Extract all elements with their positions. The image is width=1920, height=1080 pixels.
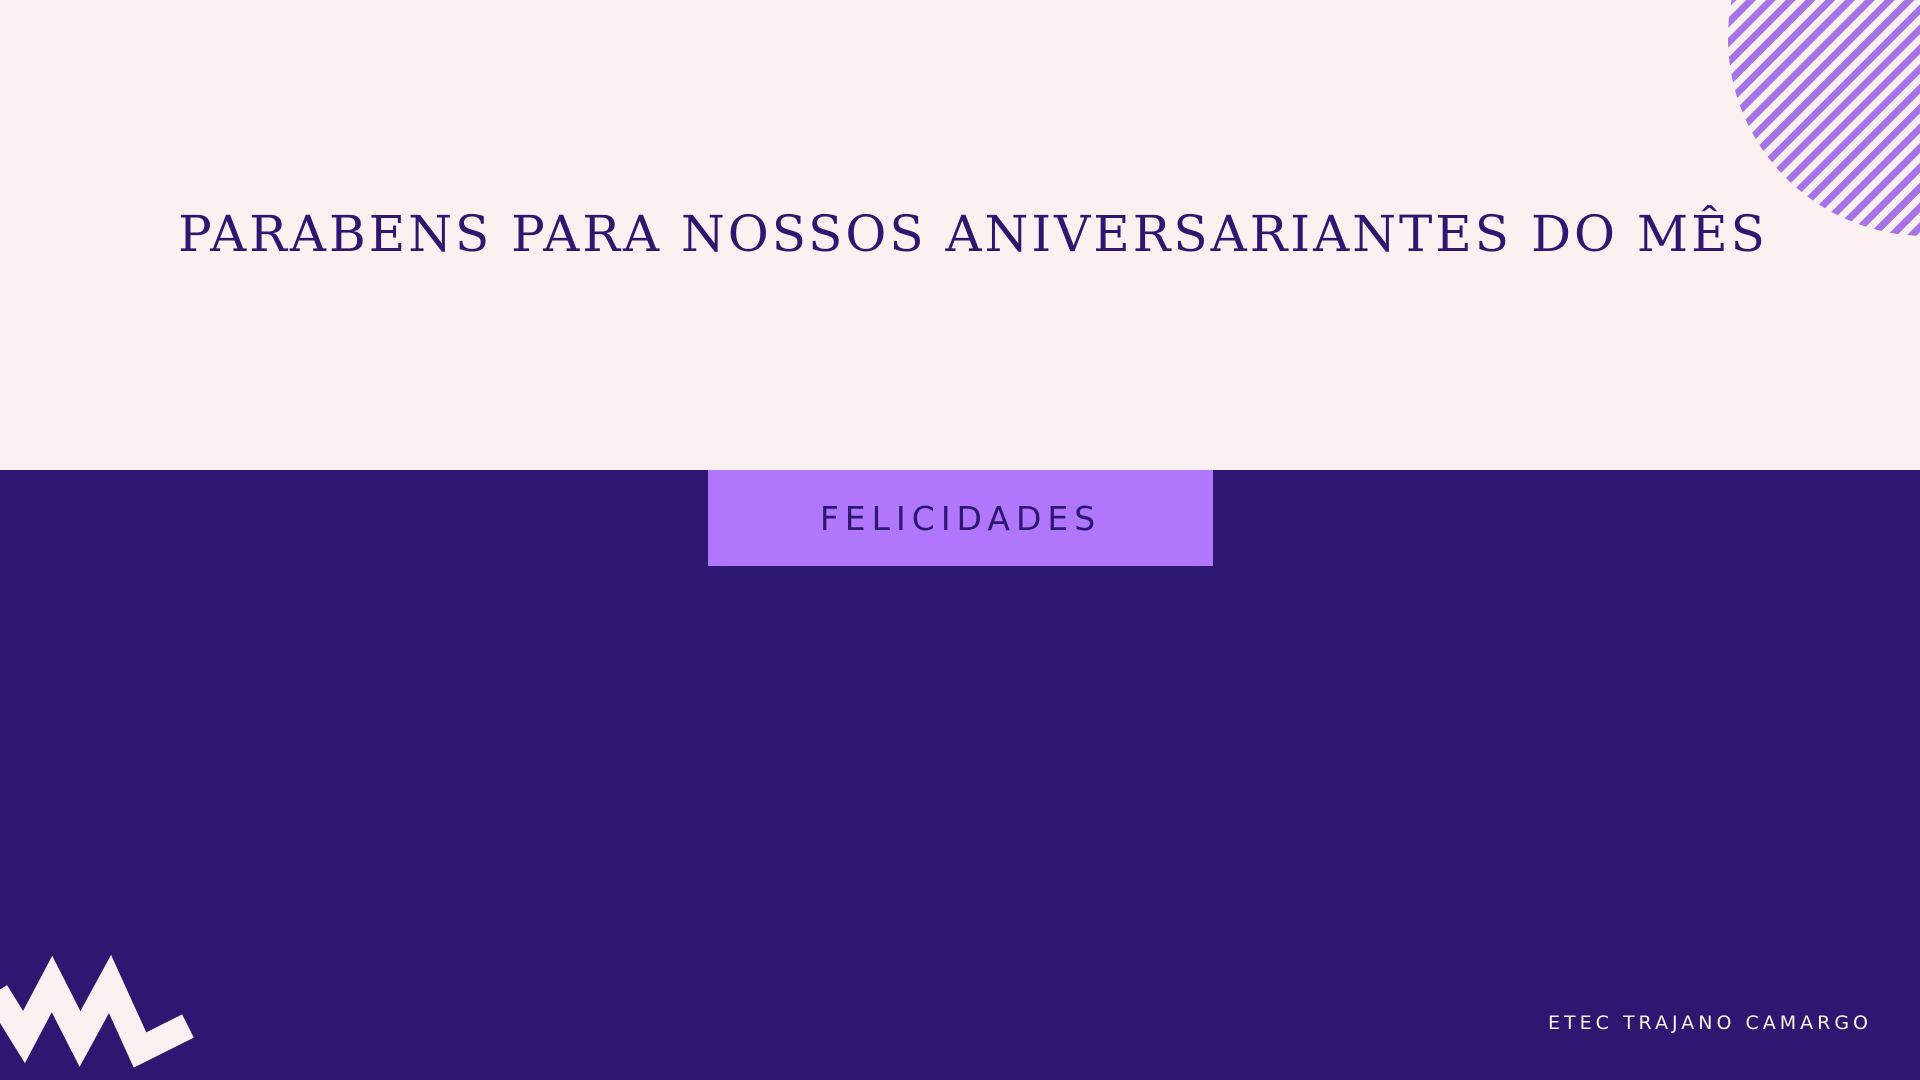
footer-school-name: ETEC TRAJANO CAMARGO: [1548, 1012, 1872, 1034]
striped-circle-icon: [1728, 0, 1920, 236]
page-title: PARABENS PARA NOSSOS ANIVERSARIANTES DO MÊS: [178, 205, 1768, 263]
zigzag-icon: [0, 980, 200, 1080]
felicidades-badge: FELICIDADES: [708, 470, 1213, 566]
